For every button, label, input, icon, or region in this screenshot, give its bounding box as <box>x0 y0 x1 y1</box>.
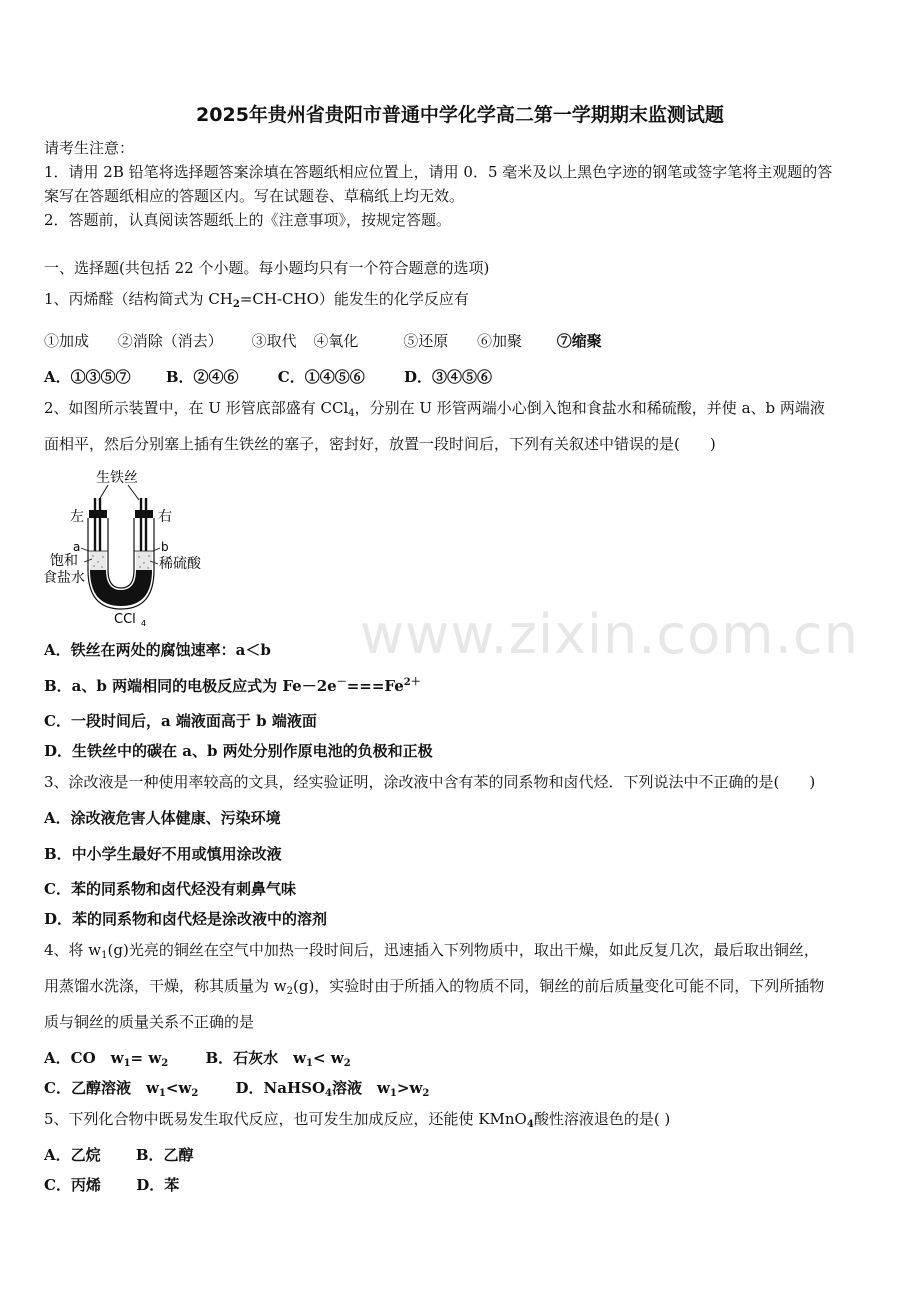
reaction-item: ③取代 <box>251 332 297 350</box>
label-ccl4: CCl <box>114 612 136 626</box>
svg-text:4: 4 <box>141 619 147 626</box>
q3-option-b: B．中小学生最好不用或慎用涂改液 <box>44 845 282 863</box>
q5-options-ab <box>44 1145 194 1165</box>
reaction-item: ①加成 <box>44 332 90 350</box>
label-dilute-acid: 稀硫酸 <box>159 556 201 572</box>
q2-option-a: A．铁丝在两处的腐蚀速率：a＜b <box>44 641 271 659</box>
notice-line-2: 2．答题前，认真阅读答题纸上的《注意事项》，按规定答题。 <box>44 211 452 229</box>
label-right: 右 <box>158 509 172 525</box>
option-c: C．丙烯 <box>44 1176 101 1194</box>
page-title: 2025年贵州省贵阳市普通中学化学高二第一学期期末监测试题 <box>196 104 724 126</box>
notice-heading: 请考生注意： <box>44 139 135 157</box>
label-b: b <box>161 540 169 554</box>
q4-stem-3: 质与铜丝的质量关系不正确的是 <box>44 1013 255 1031</box>
q1-options <box>44 367 492 387</box>
q2-stem-1: 2、如图所示装置中，在 U 形管底部盛有 CCl$_4$，分别在 U 形管两端小心倒入饱和食盐水和稀硫酸，并使 a、b 两端液 <box>44 399 825 419</box>
option-a: A．乙烷 <box>44 1146 101 1164</box>
option-b: B．②④⑥ <box>165 368 239 386</box>
q2-stem-2: 面相平，然后分别塞上插有生铁丝的塞子，密封好，放置一段时间后，下列有关叙述中错误的是( ) <box>44 435 716 453</box>
q1-reactions <box>44 331 602 351</box>
q3-option-c: C．苯的同系物和卤代烃没有刺鼻气味 <box>44 880 296 898</box>
watermark: www.zixin.com.cn <box>360 603 859 666</box>
label-a: a <box>73 540 81 554</box>
option-a: A．CO $w_1= w_2$ <box>44 1049 169 1069</box>
option-b: B．石灰水 $w_1< w_2$ <box>205 1049 351 1069</box>
option-c: C．①④⑤⑥ <box>277 368 365 386</box>
label-left: 左 <box>70 509 84 525</box>
q4-stem-2: 用蒸馏水洗涤，干燥，称其质量为 $w_2(g)$，实验时由于所插入的物质不同，铜丝的前后质量变化可能不同，下列所插物 <box>44 977 825 997</box>
option-b: B．乙醇 <box>135 1146 194 1164</box>
q3-option-d: D．苯的同系物和卤代烃是涂改液中的溶剂 <box>44 910 328 928</box>
q2-option-c: C．一段时间后，a 端液面高于 b 端液面 <box>44 712 317 730</box>
notice-line-1b: 案写在答题纸相应的答题区内。写在试题卷、草稿纸上均无效。 <box>44 187 465 205</box>
q4-options-cd <box>44 1078 429 1098</box>
label-saturated: 饱和 <box>50 553 78 569</box>
q2-option-d: D．生铁丝中的碳在 a、b 两处分别作原电池的负极和正极 <box>44 742 433 760</box>
option-d: D．苯 <box>136 1176 180 1194</box>
option-d: D．NaHSO$_4$溶液 $w_1>w_2$ <box>235 1079 430 1099</box>
reaction-item: ④氧化 <box>313 332 359 350</box>
notice-line-1a: 1．请用 2B 铅笔将选择题答案涂填在答题纸相应位置上，请用 0．5 毫米及以上黑色字迹的钢笔或签字笔将主观题的答 <box>44 163 833 181</box>
q5-options-cd <box>44 1175 179 1195</box>
option-d: D．③④⑤⑥ <box>403 368 492 386</box>
option-c: C．乙醇溶液 $w_1<w_2$ <box>44 1079 199 1099</box>
u-tube-diagram <box>40 466 220 626</box>
left-stopper <box>89 510 107 518</box>
label-iron-wire: 生铁丝 <box>96 470 138 486</box>
reaction-item: ②消除（消去） <box>117 332 223 350</box>
q1-stem: 1、丙烯醛（结构简式为 $CH_2=CH-CHO$）能发生的化学反应有 <box>44 290 469 310</box>
q5-stem: 5、下列化合物中既易发生取代反应，也可发生加成反应，还能使 KMnO$_4$酸性溶液退色的是( ) <box>44 1110 671 1130</box>
reaction-item: ⑦缩聚 <box>556 332 602 350</box>
q3-stem: 3、涂改液是一种使用率较高的文具，经实验证明，涂改液中含有苯的同系物和卤代烃．下列说法中不正确的是( ) <box>44 773 816 791</box>
q4-stem-1: 4、将 $w_1(g)$光亮的铜丝在空气中加热一段时间后，迅速插入下列物质中，取出干燥，如此反复几次，最后取出铜丝， <box>44 941 819 961</box>
right-stopper <box>135 510 153 518</box>
q3-option-a: A．涂改液危害人体健康、污染环境 <box>44 809 281 827</box>
reaction-item: ⑥加聚 <box>476 332 522 350</box>
option-a: A．①③⑤⑦ <box>44 368 131 386</box>
reaction-item: ⑤还原 <box>403 332 449 350</box>
q4-options-ab <box>44 1048 351 1068</box>
label-brine: 食盐水 <box>43 570 85 586</box>
q2-option-b: B．a、b 两端相同的电极反应式为 $Fe-2e^-===Fe^{2+}$ <box>44 677 421 695</box>
section-heading: 一、选择题(共包括 22 个小题。每小题均只有一个符合题意的选项) <box>44 259 490 277</box>
